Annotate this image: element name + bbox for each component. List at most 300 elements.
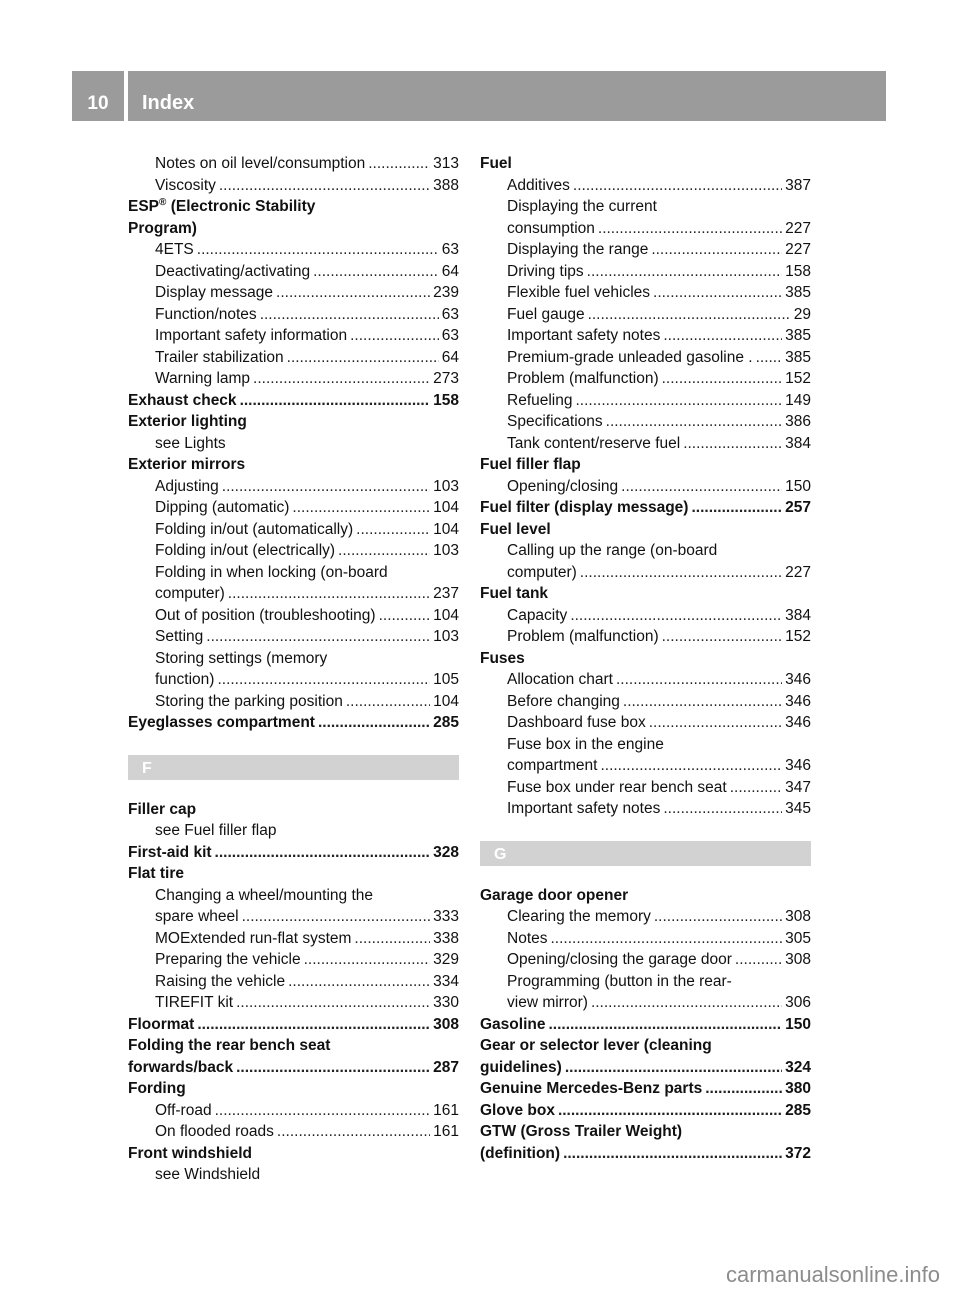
entry-text: Exterior mirrors (128, 456, 246, 473)
entry-text: consumption (507, 219, 595, 237)
page-ref[interactable]: 308 (785, 908, 811, 925)
page-ref[interactable]: 338 (433, 929, 459, 947)
entry-text: Flexible fuel vehicles (507, 284, 651, 301)
entry-text: Trailer stabilization (155, 348, 284, 366)
entry-text: forwards/back (128, 1058, 234, 1076)
dot-leader (705, 1078, 782, 1100)
index-subentry (480, 196, 811, 218)
page-ref[interactable]: 149 (785, 391, 811, 409)
dot-leader (558, 1100, 782, 1122)
entry-text: Off-road (155, 1101, 212, 1119)
entry-text: Glove box (480, 1101, 555, 1119)
page-ref[interactable]: 257 (785, 499, 811, 516)
index-entry (128, 1143, 459, 1165)
dot-leader (292, 497, 430, 519)
entry-text: On flooded roads (155, 1123, 274, 1140)
index-entry[interactable] (128, 1014, 459, 1036)
index-entry (128, 411, 459, 433)
entry-text: see Fuel filler flap (155, 822, 277, 839)
entry-text: Eyeglasses compartment (128, 714, 315, 731)
page-ref[interactable]: 384 (785, 606, 811, 624)
entry-text: Problem (malfunction) (507, 628, 659, 645)
entry-text: Fuse box under rear bench seat (507, 778, 727, 796)
entry-text: function) (155, 671, 215, 688)
entry-text: Display message (155, 284, 274, 301)
entry-text: Fording (128, 1080, 186, 1097)
dot-leader (691, 497, 782, 519)
index-subentry[interactable] (128, 304, 459, 326)
entry-text: Notes on oil level/consumption (155, 155, 366, 172)
index-entry (128, 863, 459, 885)
entry-text: 4ETS (155, 241, 194, 258)
entry-text: Before changing (507, 692, 620, 710)
entry-text: MOExtended run-flat system (155, 929, 352, 947)
entry-text: Calling up the range (on-board (507, 542, 718, 559)
page-ref[interactable]: 285 (433, 714, 459, 731)
page-ref[interactable]: 388 (433, 176, 459, 194)
entry-text: see Lights (155, 434, 226, 452)
page-ref[interactable]: 285 (785, 1101, 811, 1119)
dot-leader (606, 411, 782, 433)
index-subentry[interactable] (480, 949, 811, 971)
index-subentry[interactable] (128, 239, 459, 261)
index-subentry[interactable] (128, 519, 459, 541)
entry-text: Problem (malfunction) (507, 370, 659, 387)
page-ref[interactable]: 63 (441, 327, 459, 344)
page-ref[interactable]: 305 (785, 929, 811, 947)
index-subentry[interactable] (480, 712, 811, 734)
dot-leader (215, 842, 431, 864)
index-entry[interactable] (480, 497, 811, 519)
entry-text: view mirror) (507, 994, 588, 1011)
index-subentry[interactable] (480, 239, 811, 261)
entry-text: Gear or selector lever (cleaning (480, 1037, 712, 1054)
entry-text: Clearing the memory (507, 908, 651, 925)
dot-leader (663, 798, 782, 820)
page-ref[interactable]: 227 (785, 241, 811, 258)
index-subentry[interactable] (480, 669, 811, 691)
index-subentry[interactable] (480, 691, 811, 713)
page-ref[interactable]: 150 (785, 477, 811, 495)
index-entry (480, 1035, 811, 1057)
index-subentry[interactable] (128, 626, 459, 648)
index-subentry[interactable] (128, 540, 459, 562)
index-subentry[interactable] (128, 476, 459, 498)
page-ref[interactable]: 324 (785, 1058, 811, 1076)
entry-text: Fuel filler flap (480, 456, 581, 473)
dot-leader (735, 949, 782, 971)
dot-leader (197, 1014, 430, 1036)
page-ref[interactable]: 333 (433, 908, 459, 925)
index-subentry[interactable] (128, 1100, 459, 1122)
entry-text: Dipping (automatic) (155, 499, 290, 516)
page-ref[interactable]: 308 (433, 1015, 459, 1033)
entry-text: Viscosity (155, 176, 216, 194)
index-subentry[interactable] (128, 928, 459, 950)
page-ref[interactable]: 104 (433, 499, 459, 516)
dot-leader (654, 906, 782, 928)
watermark: carmanualsonline.info (725, 1262, 940, 1287)
entry-text: Driving tips (507, 262, 584, 280)
index-subentry[interactable] (480, 798, 811, 820)
entry-text: Fuel filter (display message) (480, 499, 689, 516)
entry-text: Programming (button in the rear- (507, 972, 732, 990)
entry-text: Deactivating/activating (155, 262, 311, 280)
index-subentry[interactable] (480, 777, 811, 799)
index-subentry[interactable] (480, 928, 811, 950)
dot-leader (217, 669, 430, 691)
index-entry (128, 196, 459, 218)
entry-text: Function/notes (155, 305, 257, 323)
index-subentry (128, 648, 459, 670)
entry-text: Important safety notes (507, 800, 661, 817)
index-subentry[interactable] (128, 282, 459, 304)
index-subentry[interactable] (128, 153, 459, 175)
entry-text: Program) (128, 219, 197, 237)
index-entry (128, 1078, 459, 1100)
index-entry[interactable] (480, 1014, 811, 1036)
entry-text: Fuel level (480, 520, 551, 538)
page-ref[interactable]: 308 (785, 951, 811, 968)
page-ref[interactable]: 346 (785, 671, 811, 688)
page-ref[interactable]: 313 (433, 155, 459, 172)
dot-leader (565, 1057, 782, 1079)
index-subentry (128, 433, 459, 455)
dot-leader (304, 949, 431, 971)
index-subentry[interactable] (480, 906, 811, 928)
header-divider (124, 71, 128, 121)
dot-leader (368, 153, 430, 175)
index-subentry[interactable] (128, 949, 459, 971)
index-subentry[interactable] (480, 368, 811, 390)
entry-text: Exhaust check (128, 391, 237, 409)
entry-text: Preparing the vehicle (155, 951, 301, 968)
entry-text: Important safety information (155, 327, 348, 344)
entry-text: Folding in when locking (on-board (155, 563, 388, 581)
page-ref[interactable]: 227 (785, 219, 811, 237)
index-entry (480, 153, 811, 175)
index-subentry[interactable] (128, 497, 459, 519)
index-subentry[interactable] (480, 562, 811, 584)
index-subentry[interactable] (480, 304, 811, 326)
page-ref[interactable]: 103 (433, 542, 459, 559)
dot-leader (663, 325, 782, 347)
entry-text: Genuine Mercedes-Benz parts (480, 1080, 703, 1097)
index-entry[interactable] (480, 1078, 811, 1100)
page-title: Index (142, 92, 195, 114)
index-subentry (480, 971, 811, 993)
entry-text: Storing settings (memory (155, 649, 328, 667)
index-subentry[interactable] (128, 1121, 459, 1143)
section-letter: G (480, 841, 811, 866)
dot-leader (563, 1143, 782, 1165)
page-ref[interactable]: 64 (441, 348, 459, 366)
entry-text: Fuel gauge (507, 305, 585, 323)
index-subentry[interactable] (128, 325, 459, 347)
entry-text: (definition) (480, 1144, 561, 1162)
index-subentry[interactable] (480, 282, 811, 304)
index-entry[interactable] (128, 842, 459, 864)
entry-text: Changing a wheel/mounting the (155, 886, 374, 904)
dot-leader (600, 755, 782, 777)
dot-leader (313, 261, 439, 283)
page-ref[interactable]: 158 (433, 391, 459, 409)
dot-leader (551, 928, 783, 950)
index-subentry[interactable] (128, 992, 459, 1014)
page-ref[interactable]: 105 (433, 671, 459, 688)
dot-leader (591, 992, 782, 1014)
entry-text: Storing the parking position (155, 692, 343, 710)
dot-leader (236, 992, 430, 1014)
dot-leader (598, 218, 782, 240)
index-subentry[interactable] (128, 906, 459, 928)
dot-leader (379, 605, 431, 627)
entry-text: Premium-grade unleaded gasoline . (507, 348, 753, 366)
dot-leader (350, 325, 439, 347)
dot-leader (616, 669, 782, 691)
index-subentry (128, 562, 459, 584)
entry-text: Opening/closing (507, 477, 619, 495)
page-ref[interactable]: 387 (785, 176, 811, 194)
index-subentry[interactable] (480, 390, 811, 412)
index-entry[interactable] (480, 1143, 811, 1165)
page-ref[interactable]: 385 (785, 327, 811, 344)
page-ref[interactable]: 103 (433, 477, 459, 495)
index-subentry[interactable] (128, 669, 459, 691)
dot-leader (662, 626, 783, 648)
index-subentry[interactable] (128, 261, 459, 283)
dot-leader (260, 304, 439, 326)
page-ref[interactable]: 346 (785, 757, 811, 774)
index-subentry[interactable] (128, 691, 459, 713)
page-ref[interactable]: 380 (785, 1080, 811, 1097)
dot-leader (580, 562, 782, 584)
page-ref[interactable]: 104 (433, 692, 459, 710)
page-ref[interactable]: 306 (785, 994, 811, 1011)
index-entry (480, 885, 811, 907)
entry-text: Refueling (507, 391, 573, 409)
index-subentry[interactable] (480, 605, 811, 627)
index-entry[interactable] (128, 1057, 459, 1079)
entry-text: Folding in/out (automatically) (155, 520, 354, 538)
index-entry[interactable] (128, 390, 459, 412)
dot-leader (621, 476, 782, 498)
index-subentry[interactable] (480, 175, 811, 197)
dot-leader (346, 691, 430, 713)
page-ref[interactable]: 347 (785, 778, 811, 796)
dot-leader (354, 928, 430, 950)
entry-text: computer) (507, 563, 577, 581)
page-ref[interactable]: 104 (433, 520, 459, 538)
page-ref[interactable]: 328 (433, 843, 459, 861)
entry-text: GTW (Gross Trailer Weight) (480, 1123, 683, 1140)
dot-leader (288, 971, 430, 993)
index-subentry[interactable] (128, 347, 459, 369)
page-ref[interactable]: 152 (785, 370, 811, 387)
page-ref[interactable]: 346 (785, 692, 811, 710)
page-ref[interactable]: 29 (793, 305, 811, 323)
entry-text: Displaying the current (507, 198, 657, 215)
index-subentry[interactable] (128, 175, 459, 197)
index-subentry[interactable] (480, 476, 811, 498)
page-ref[interactable]: 287 (433, 1058, 459, 1076)
index-entry[interactable] (480, 1100, 811, 1122)
index-entry[interactable] (128, 712, 459, 734)
index-entry (480, 583, 811, 605)
dot-leader (219, 175, 430, 197)
entry-text: Warning lamp (155, 370, 251, 387)
dot-leader (573, 175, 782, 197)
page-ref[interactable]: 152 (785, 628, 811, 645)
page-ref[interactable]: 64 (441, 262, 459, 280)
entry-text: see Windshield (155, 1166, 261, 1183)
page-ref[interactable]: 103 (433, 628, 459, 645)
dot-leader (253, 368, 430, 390)
dot-leader (277, 1121, 430, 1143)
dot-leader (649, 712, 782, 734)
index-column-right (480, 153, 811, 1164)
page-ref[interactable]: 385 (785, 348, 811, 366)
dot-leader (730, 777, 782, 799)
page-ref[interactable]: 104 (433, 606, 459, 624)
page-ref[interactable]: 158 (785, 262, 811, 280)
page-number: 10 (87, 93, 109, 114)
page-ref[interactable]: 345 (785, 800, 811, 817)
entry-text: Garage door opener (480, 886, 629, 904)
page-ref[interactable]: 239 (433, 284, 459, 301)
index-entry (128, 218, 459, 240)
index-column-left (128, 153, 459, 1186)
index-subentry[interactable] (480, 218, 811, 240)
index-subentry[interactable] (128, 605, 459, 627)
dot-leader (588, 304, 791, 326)
page-ref[interactable]: 161 (433, 1101, 459, 1119)
index-subentry[interactable] (128, 583, 459, 605)
index-subentry[interactable] (480, 433, 811, 455)
page-ref[interactable]: 63 (441, 241, 459, 258)
entry-text: Opening/closing the garage door (507, 951, 732, 968)
entry-text: Filler cap (128, 800, 197, 818)
page-ref[interactable]: 227 (785, 563, 811, 581)
dot-leader (240, 390, 431, 412)
page-ref[interactable]: 161 (433, 1123, 459, 1140)
index-subentry (128, 1164, 459, 1186)
index-entry (128, 799, 459, 821)
dot-leader (576, 390, 783, 412)
page-ref[interactable]: 329 (433, 951, 459, 968)
entry-text: TIREFIT kit (155, 994, 234, 1011)
dot-leader (756, 347, 783, 369)
dot-leader (653, 282, 782, 304)
index-subentry[interactable] (128, 971, 459, 993)
dot-leader (276, 282, 430, 304)
entry-text: Dashboard fuse box (507, 714, 646, 731)
page-ref[interactable]: 273 (433, 370, 459, 387)
dot-leader (662, 368, 783, 390)
entry-text: Out of position (troubleshooting) (155, 606, 376, 624)
index-subentry[interactable] (480, 755, 811, 777)
entry-text: ESP® (Electronic Stability (128, 196, 316, 215)
dot-leader (242, 906, 431, 928)
page-ref[interactable]: 63 (441, 305, 459, 323)
page-ref[interactable]: 330 (433, 994, 459, 1011)
dot-leader (587, 261, 782, 283)
dot-leader (338, 540, 430, 562)
entry-text: First-aid kit (128, 843, 212, 861)
page-ref[interactable]: 334 (433, 972, 459, 990)
entry-text: Additives (507, 176, 570, 194)
index-subentry[interactable] (480, 347, 811, 369)
entry-text: Displaying the range (507, 241, 649, 258)
entry-text: Gasoline (480, 1015, 546, 1033)
index-entry (480, 1121, 811, 1143)
entry-text: computer) (155, 585, 225, 602)
entry-text: Folding in/out (electrically) (155, 542, 336, 559)
entry-text: Folding the rear bench seat (128, 1037, 331, 1054)
index-subentry[interactable] (128, 368, 459, 390)
entry-text: Fuse box in the engine (507, 735, 664, 753)
section-letter: F (128, 755, 459, 780)
dot-leader (215, 1100, 431, 1122)
index-entry (480, 454, 811, 476)
page-header (72, 71, 886, 121)
dot-leader (222, 476, 430, 498)
page-ref[interactable]: 150 (785, 1015, 811, 1033)
index-entry (480, 648, 811, 670)
page-ref[interactable]: 384 (785, 434, 811, 452)
index-entry (128, 454, 459, 476)
dot-leader (570, 605, 782, 627)
page-ref[interactable]: 386 (785, 413, 811, 430)
entry-text: Tank content/reserve fuel (507, 434, 681, 452)
index-subentry (128, 820, 459, 842)
index-subentry[interactable] (480, 992, 811, 1014)
entry-text: spare wheel (155, 908, 239, 925)
index-subentry (480, 540, 811, 562)
entry-text: guidelines) (480, 1058, 562, 1076)
index-subentry[interactable] (480, 261, 811, 283)
index-entry (480, 519, 811, 541)
page-ref[interactable]: 372 (785, 1144, 811, 1162)
entry-text: Specifications (507, 413, 603, 430)
index-subentry (480, 734, 811, 756)
dot-leader (356, 519, 430, 541)
entry-text: Important safety notes (507, 327, 661, 344)
index-subentry (128, 885, 459, 907)
entry-text: Floormat (128, 1015, 195, 1033)
page-ref[interactable]: 385 (785, 284, 811, 301)
index-entry[interactable] (480, 1057, 811, 1079)
index-subentry[interactable] (480, 626, 811, 648)
entry-text: Fuses (480, 649, 525, 667)
dot-leader (287, 347, 439, 369)
dot-leader (228, 583, 430, 605)
index-subentry[interactable] (480, 325, 811, 347)
dot-leader (683, 433, 782, 455)
entry-text: Exterior lighting (128, 413, 247, 430)
index-subentry[interactable] (480, 411, 811, 433)
entry-text: Notes (507, 929, 548, 947)
entry-text: Setting (155, 628, 204, 645)
page-ref[interactable]: 346 (785, 714, 811, 731)
entry-text: Adjusting (155, 477, 219, 495)
entry-text: Fuel (480, 155, 512, 172)
entry-text: Raising the vehicle (155, 972, 286, 990)
page-ref[interactable]: 237 (433, 585, 459, 602)
index-entry (128, 1035, 459, 1057)
dot-leader (623, 691, 782, 713)
entry-text: Allocation chart (507, 671, 613, 688)
